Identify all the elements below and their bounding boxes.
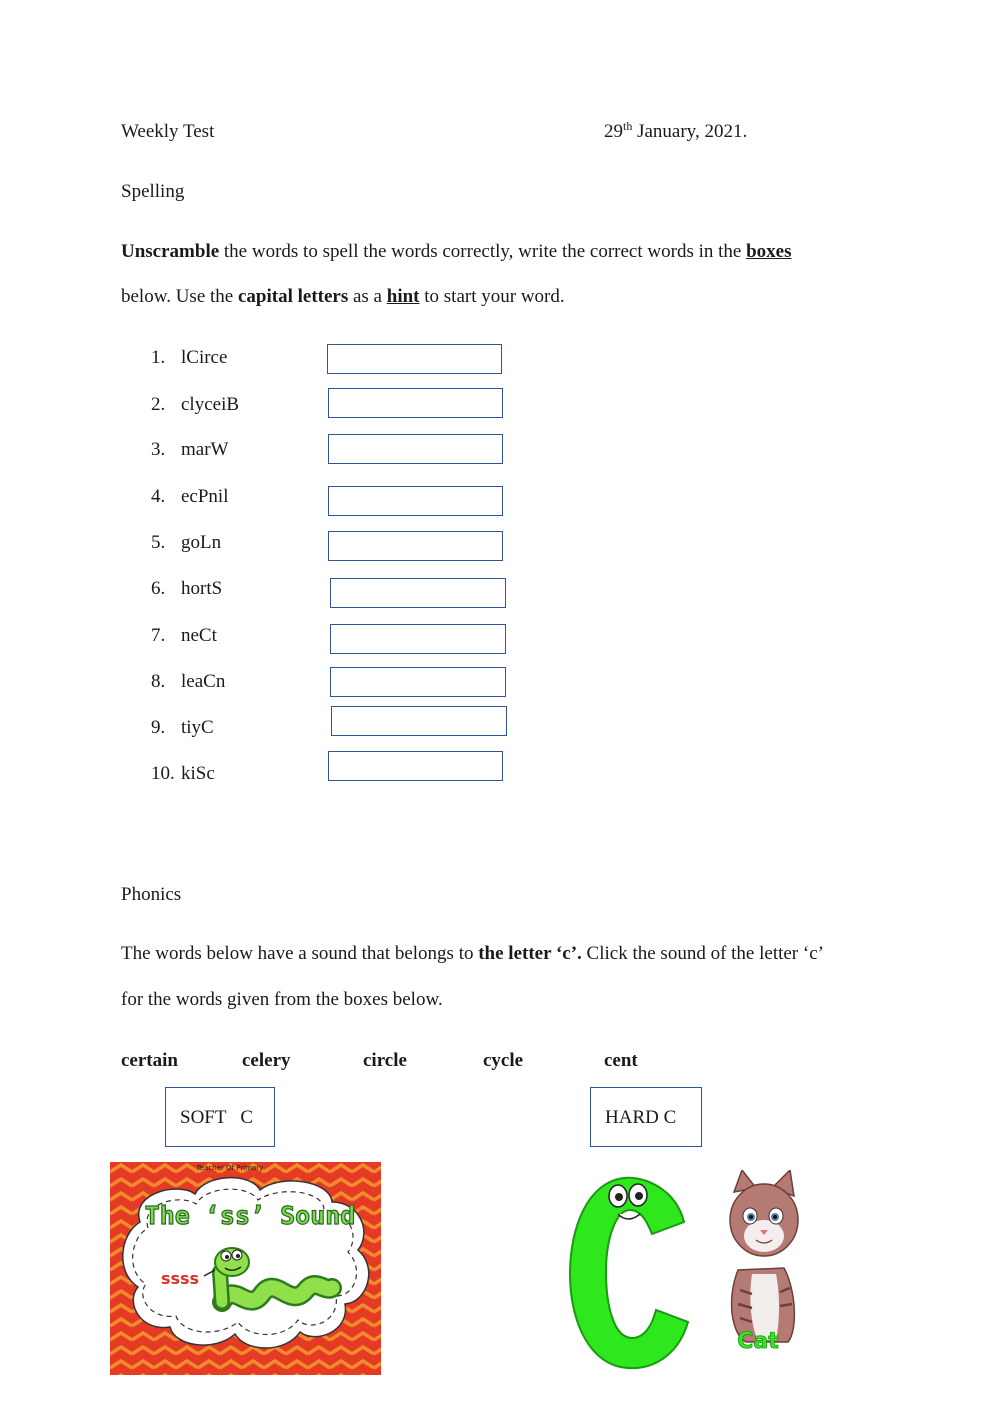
poster-hiss-text: ssss (160, 1269, 200, 1288)
word-cent[interactable]: cent (604, 1050, 638, 1071)
poster-title: The ‘ss’ Sound (144, 1201, 356, 1230)
cat-caption: Cat (737, 1329, 779, 1350)
word-cycle[interactable]: cycle (483, 1050, 524, 1071)
word-circle[interactable]: circle (363, 1050, 407, 1071)
spelling-instructions-line1: Unscramble the words to spell the words correctly, write the correct words in the boxes (121, 241, 792, 262)
hard-c-box[interactable]: HARD C (590, 1087, 702, 1147)
spelling-instructions-line2: below. Use the capital letters as a hint to start your word. (121, 286, 565, 307)
word-certain[interactable]: certain (121, 1050, 178, 1071)
cat-icon (718, 1170, 808, 1350)
test-title: Weekly Test (121, 121, 215, 142)
phonics-heading: Phonics (121, 884, 182, 905)
answer-box-1[interactable] (327, 344, 502, 374)
answer-box-4[interactable] (328, 486, 503, 516)
answer-box-6[interactable] (330, 578, 506, 608)
soft-c-box[interactable]: SOFT C (165, 1087, 275, 1147)
answer-box-8[interactable] (330, 667, 506, 697)
answer-box-3[interactable] (328, 434, 503, 464)
poster-top-text: Teacher Of Primary (196, 1164, 264, 1172)
phonics-instructions-line2: for the words given from the boxes below. (121, 989, 443, 1010)
ss-sound-poster (110, 1162, 381, 1375)
answer-box-10[interactable] (328, 751, 503, 781)
answer-box-5[interactable] (328, 531, 503, 561)
answer-box-7[interactable] (330, 624, 506, 654)
phonics-instructions-line1: The words below have a sound that belongs to the letter ‘c’. Click the sound of the letter ‘c’ (121, 943, 824, 964)
word-celery[interactable]: celery (242, 1050, 291, 1071)
letter-c-icon (566, 1172, 696, 1374)
test-date: 29th January, 2021. (604, 119, 748, 142)
answer-box-2[interactable] (328, 388, 503, 418)
answer-box-9[interactable] (331, 706, 507, 736)
spelling-heading: Spelling (121, 181, 185, 202)
